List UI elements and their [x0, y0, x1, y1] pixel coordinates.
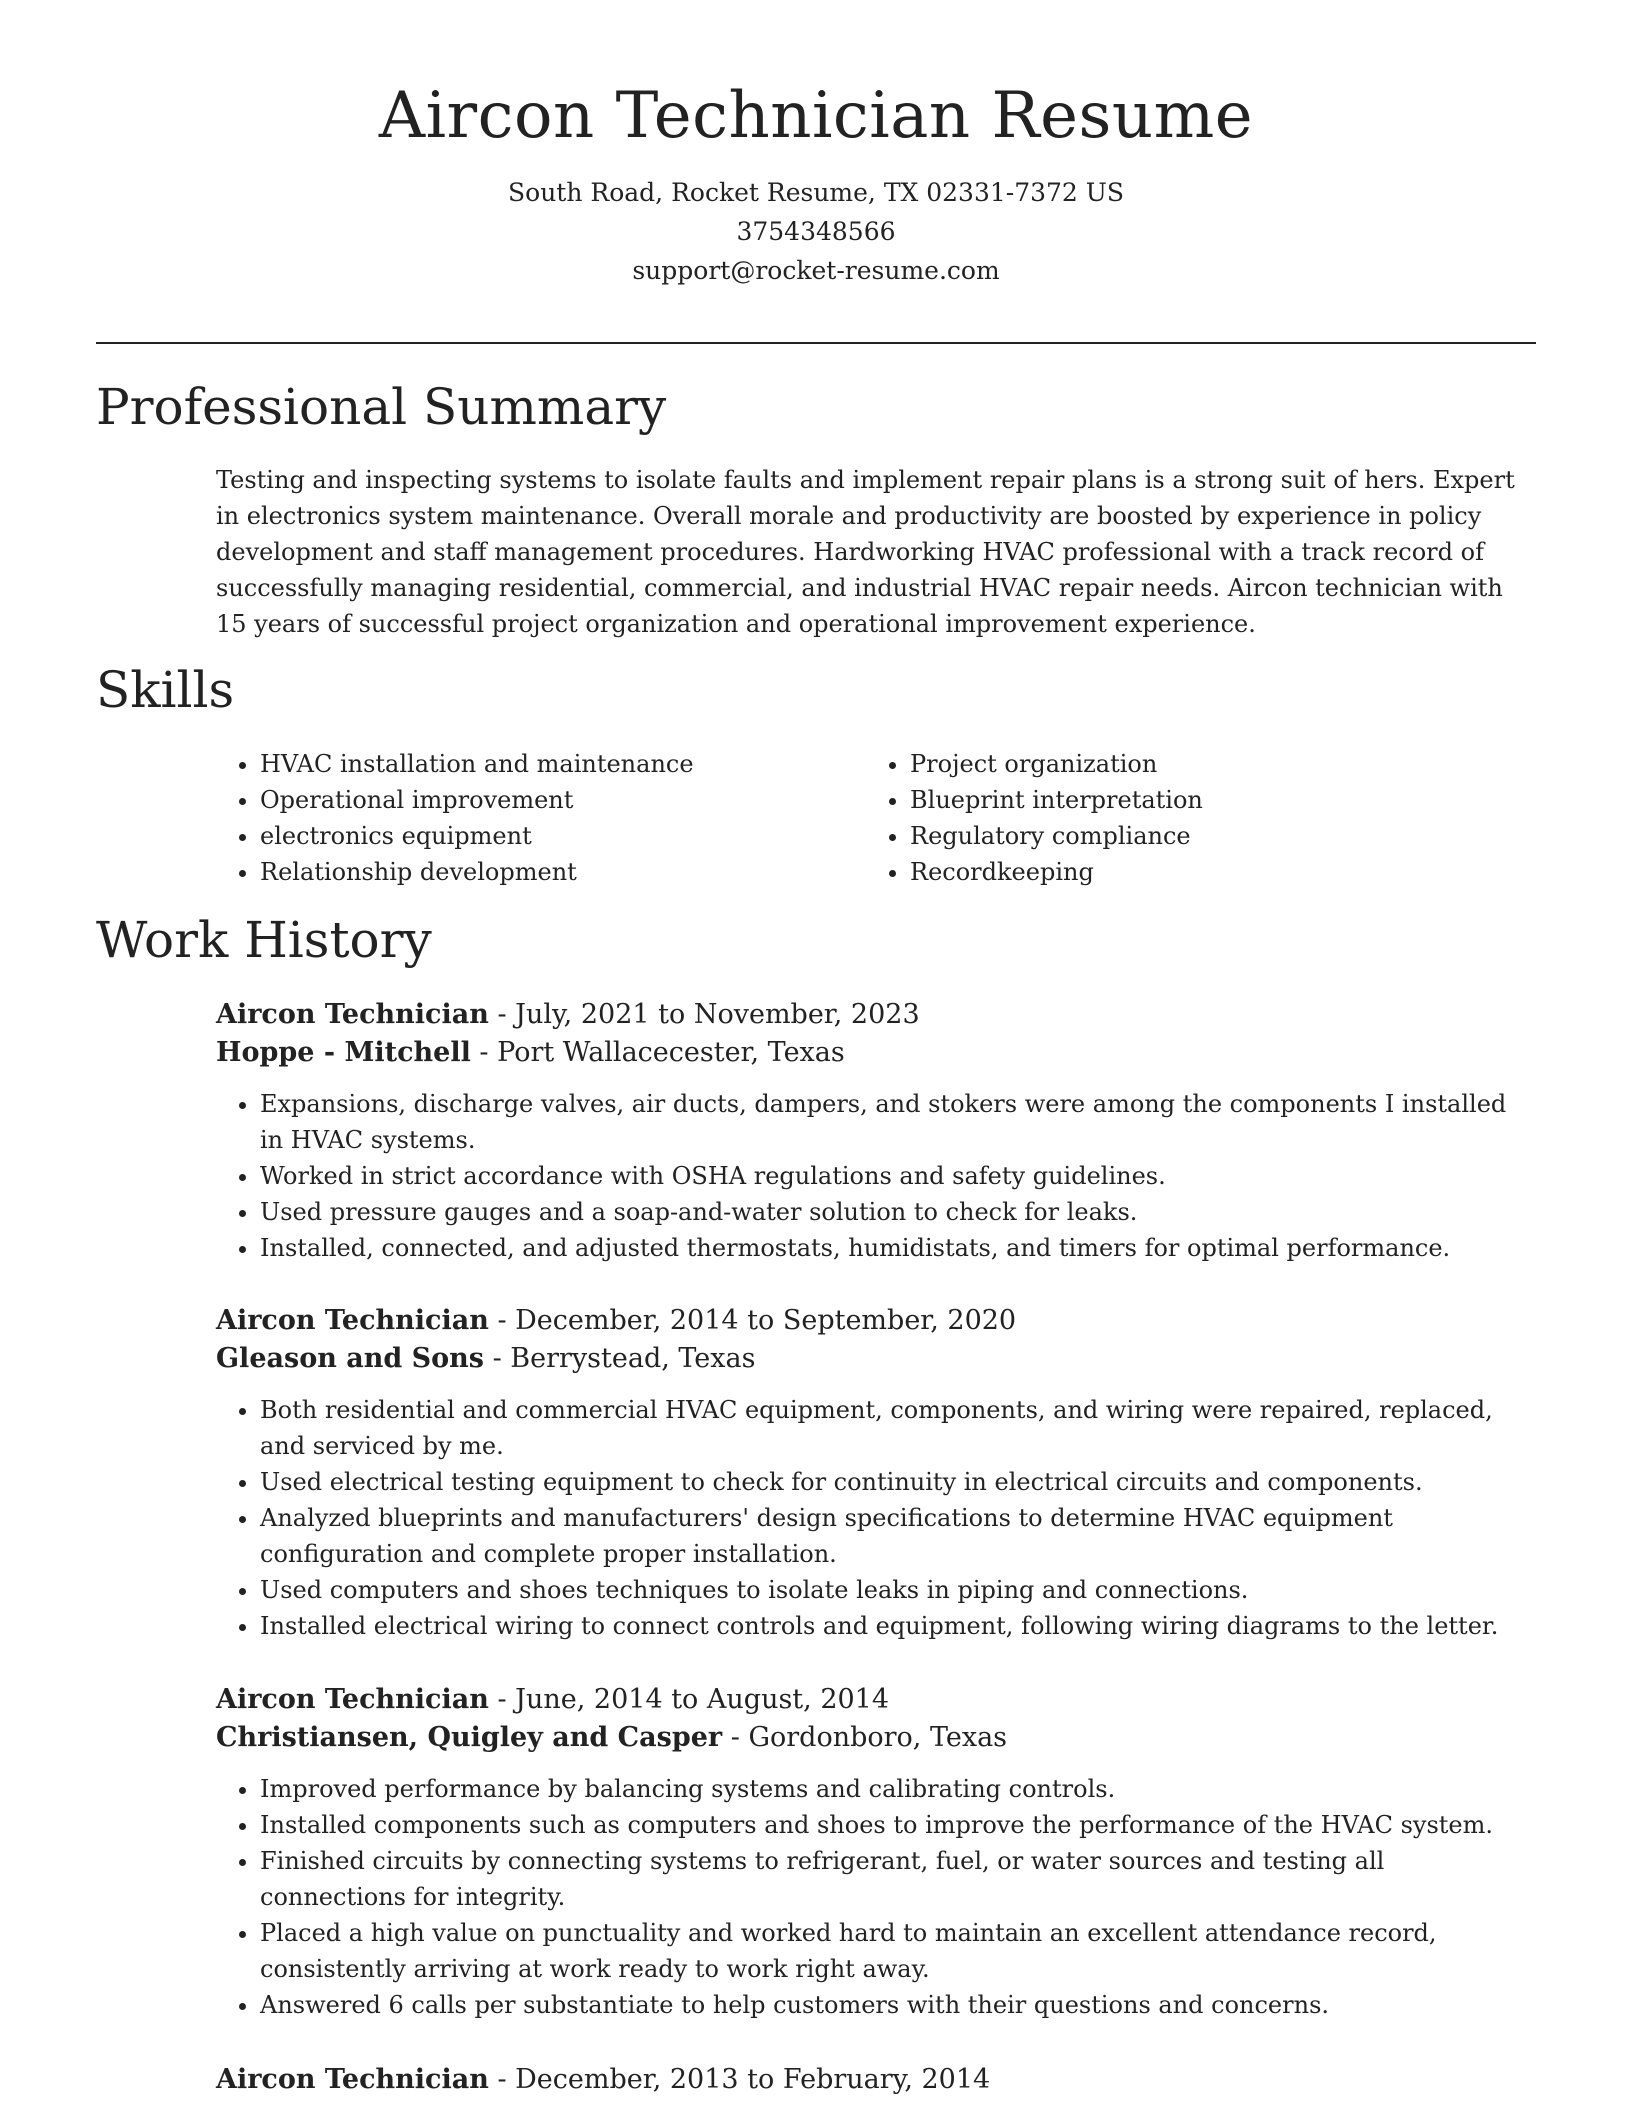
job-company: Gleason and Sons: [216, 1343, 484, 1374]
job-title: Aircon Technician: [216, 1684, 489, 1715]
job-bullet: • Expansions, discharge valves, air ducts, dampers, and stokers were among the components I installed in HVAC systems.: [260, 1086, 1536, 1158]
job-bullet: • Used computers and shoes techniques to isolate leaks in piping and connections.: [260, 1572, 1536, 1608]
job-dates: - June, 2014 to August, 2014: [488, 1684, 890, 1715]
summary-text: Testing and inspecting systems to isolate faults and implement repair plans is a strong suit of hers. Expert in electronics system maintenance. Overall morale and productivity are boosted by experience in policy development and staff management procedures. Hardworking HVAC professional with a track record of successfully managing residential, commercial, and industrial HVAC repair needs. Aircon technician with 15 years of successful project organization and operational improvement experience.: [216, 466, 1515, 638]
job-bullet: • Installed, connected, and adjusted thermostats, humidistats, and timers for optimal performance.: [260, 1230, 1536, 1266]
skill-item: • Operational improvement: [260, 782, 866, 818]
job-company-line: [216, 1034, 1536, 1072]
job-bullets: [216, 1086, 1536, 1266]
job-bullet: • Placed a high value on punctuality and worked hard to maintain an excellent attendance record, consistently arriving at work ready to work right away.: [260, 1915, 1536, 1987]
job-bullet: • Analyzed blueprints and manufacturers' design specifications to determine HVAC equipment configuration and complete proper installation.: [260, 1500, 1536, 1572]
job-entry: [216, 2061, 1536, 2099]
skill-item: • Recordkeeping: [910, 854, 1516, 890]
resume-title: Aircon Technician Resume: [378, 79, 1254, 153]
resume-header: [0, 78, 1632, 290]
job-location: - Port Wallacecester, Texas: [470, 1037, 845, 1068]
job-dates: - December, 2014 to September, 2020: [488, 1305, 1017, 1336]
job-company-line: [216, 1719, 1536, 1757]
job-title-line: [216, 1681, 1536, 1719]
job-bullet: • Both residential and commercial HVAC equipment, components, and wiring were repaired, replaced, and serviced by me.: [260, 1392, 1536, 1464]
job-location: - Gordonboro, Texas: [722, 1722, 1008, 1753]
job-bullet: • Installed electrical wiring to connect controls and equipment, following wiring diagrams to the letter.: [260, 1608, 1536, 1644]
contact-email: support@rocket-resume.com: [632, 255, 1000, 285]
skills-column-right: [866, 746, 1516, 890]
job-entry: [216, 1681, 1536, 2023]
job-entry: [216, 996, 1536, 1266]
job-title-line: [216, 1302, 1536, 1340]
job-company-line: [216, 1340, 1536, 1378]
summary-heading: Professional Summary: [96, 378, 667, 436]
work-history-heading: Work History: [96, 911, 432, 969]
job-title-line: [216, 996, 1536, 1034]
skill-item: • Regulatory compliance: [910, 818, 1516, 854]
job-title: Aircon Technician: [216, 999, 489, 1030]
contact-phone: 3754348566: [736, 216, 896, 246]
skills-heading: Skills: [96, 661, 235, 719]
job-entry: [216, 1302, 1536, 1644]
contact-address: South Road, Rocket Resume, TX 02331-7372 US: [508, 177, 1124, 207]
job-bullet: • Answered 6 calls per substantiate to help customers with their questions and concerns.: [260, 1987, 1536, 2023]
skills-list: [216, 746, 1536, 890]
job-bullet: • Used electrical testing equipment to check for continuity in electrical circuits and components.: [260, 1464, 1536, 1500]
job-bullets: [216, 1771, 1536, 2023]
job-bullet: • Worked in strict accordance with OSHA regulations and safety guidelines.: [260, 1158, 1536, 1194]
job-title-line: [216, 2061, 1536, 2099]
job-title: Aircon Technician: [216, 2064, 489, 2095]
job-dates: - July, 2021 to November, 2023: [488, 999, 920, 1030]
job-title: Aircon Technician: [216, 1305, 489, 1336]
job-bullet: • Finished circuits by connecting systems to refrigerant, fuel, or water sources and testing all connections for integrity.: [260, 1843, 1536, 1915]
job-bullets: [216, 1392, 1536, 1644]
skill-item: • Project organization: [910, 746, 1516, 782]
job-bullet: • Installed components such as computers and shoes to improve the performance of the HVAC system.: [260, 1807, 1536, 1843]
skill-item: • Blueprint interpretation: [910, 782, 1516, 818]
job-dates: - December, 2013 to February, 2014: [488, 2064, 991, 2095]
job-company: Hoppe - Mitchell: [216, 1037, 471, 1068]
header-divider: [96, 342, 1536, 344]
job-company: Christiansen, Quigley and Casper: [216, 1722, 723, 1753]
job-bullet: • Improved performance by balancing systems and calibrating controls.: [260, 1771, 1536, 1807]
skill-item: • electronics equipment: [260, 818, 866, 854]
skills-column-left: [216, 746, 866, 890]
skill-item: • HVAC installation and maintenance: [260, 746, 866, 782]
contact-info: [0, 173, 1632, 290]
job-location: - Berrystead, Texas: [483, 1343, 756, 1374]
skill-item: • Relationship development: [260, 854, 866, 890]
job-bullet: • Used pressure gauges and a soap-and-water solution to check for leaks.: [260, 1194, 1536, 1230]
